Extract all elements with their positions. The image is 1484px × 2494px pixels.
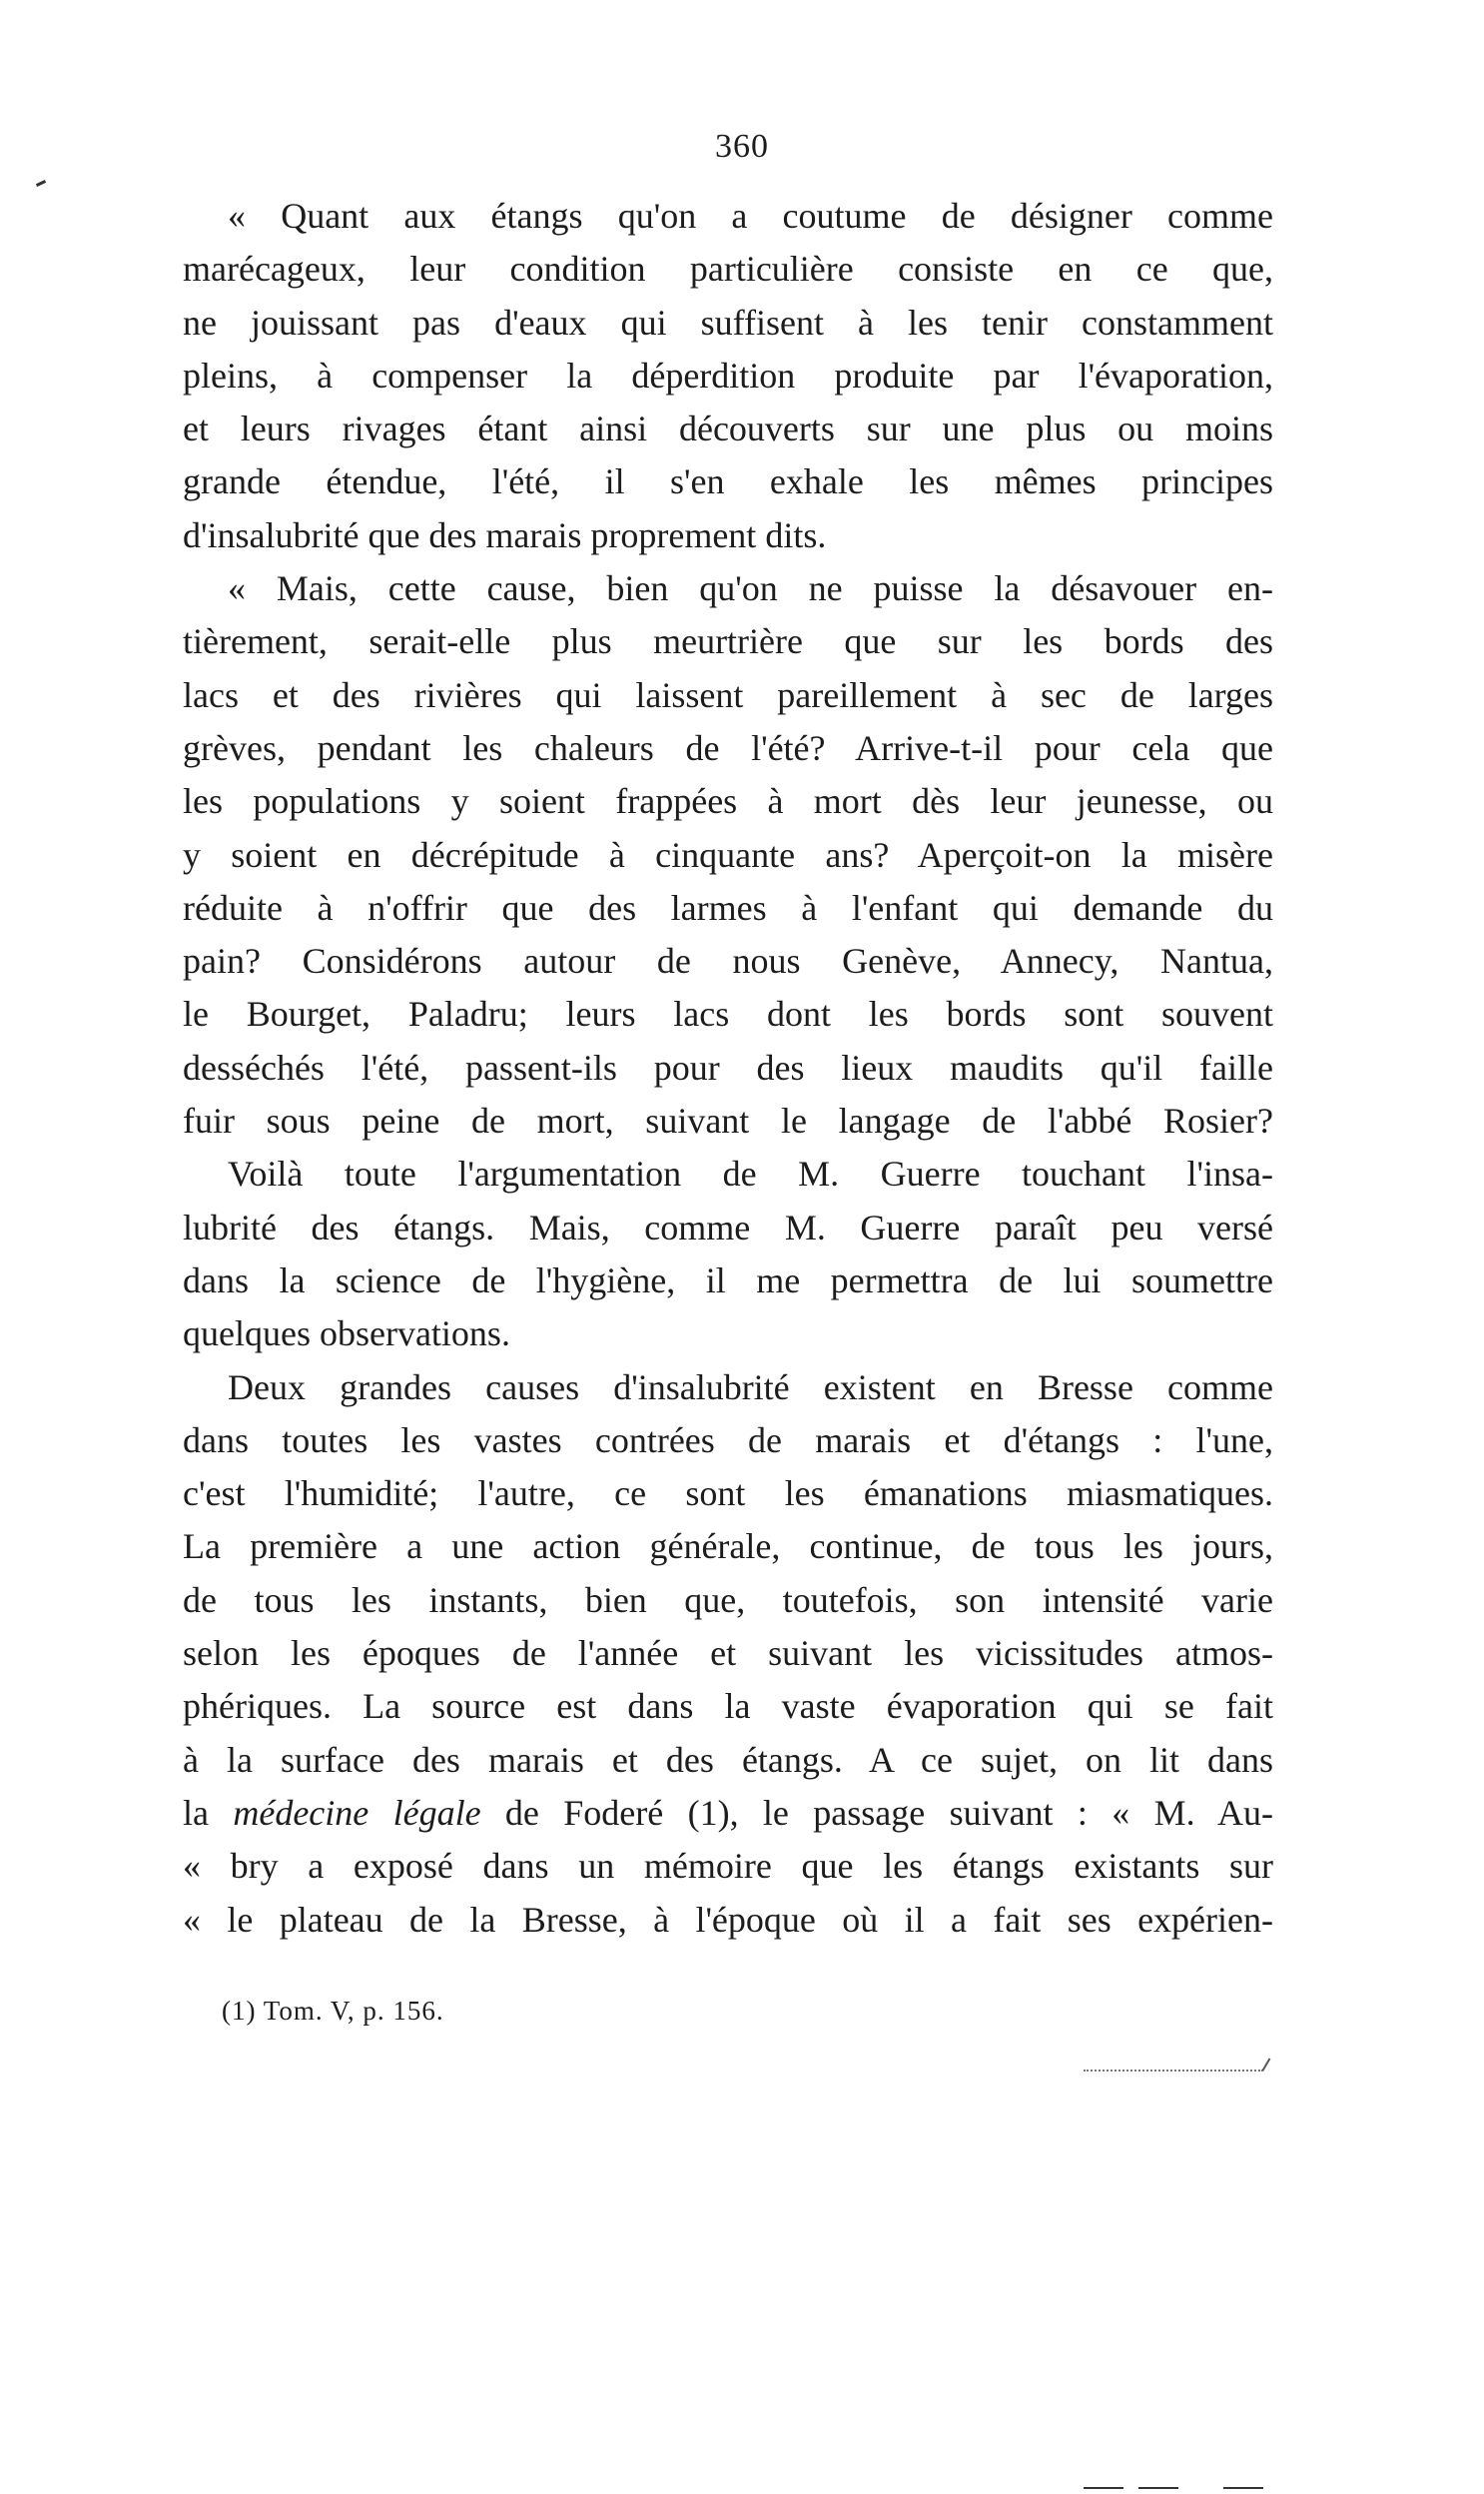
text-line: et leurs rivages étant ainsi découverts sur une plus ou moins: [183, 409, 1273, 449]
text-line: c'est l'humidité; l'autre, ce sont les émanations miasmatiques.: [183, 1473, 1273, 1514]
text-line: tièrement, serait-elle plus meurtrière que sur les bords des: [183, 621, 1273, 662]
line-text-after: de Foderé (1), le passage suivant : « M. Au-: [480, 1792, 1273, 1833]
text-line: Voilà toute l'argumentation de M. Guerre touchant l'insa-: [228, 1154, 1273, 1195]
text-line: « le plateau de la Bresse, à l'époque où il a fait ses expérien-: [183, 1899, 1273, 1940]
text-line: « Mais, cette cause, bien qu'on ne puisse la désavouer en-: [228, 568, 1273, 609]
text-line: d'insalubrité que des marais proprement dits.: [183, 514, 827, 555]
text-line: y soient en décrépitude à cinquante ans? Aperçoit-on la misère: [183, 834, 1273, 875]
text-line: à la surface des marais et des étangs. A ce sujet, on lit dans: [183, 1739, 1273, 1780]
text-line: les populations y soient frappées à mort dès leur jeunesse, ou: [183, 781, 1273, 822]
text-line: lacs et des rivières qui laissent pareillement à sec de larges: [183, 674, 1273, 715]
text-line: La première a une action générale, continue, de tous les jours,: [183, 1526, 1273, 1567]
text-line: selon les époques de l'année et suivant les vicissitudes atmos-: [183, 1633, 1273, 1674]
text-line: pleins, à compenser la déperdition produite par l'évaporation,: [183, 355, 1273, 396]
text-line: quelques observations.: [183, 1313, 510, 1354]
edge-rule: [1138, 2487, 1178, 2489]
text-line: marécageux, leur condition particulière consiste en ce que,: [183, 249, 1273, 290]
text-line: « bry a exposé dans un mémoire que les étangs existants sur: [183, 1846, 1273, 1887]
text-line: « Quant aux étangs qu'on a coutume de désigner comme: [228, 196, 1273, 236]
line-text-before: la: [183, 1792, 234, 1833]
text-line: phériques. La source est dans la vaste évaporation qui se fait: [183, 1686, 1273, 1727]
text-line: dans toutes les vastes contrées de marais et d'étangs : l'une,: [183, 1419, 1273, 1460]
text-line-with-citation: [183, 1787, 1273, 1840]
text-line: lubrité des étangs. Mais, comme M. Guerre paraît peu versé: [183, 1207, 1273, 1247]
text-line: réduite à n'offrir que des larmes à l'enfant qui demande du: [183, 887, 1273, 928]
italic-title: médecine légale: [233, 1792, 481, 1833]
edge-rule: [1084, 2487, 1123, 2489]
text-line: grande étendue, l'été, il s'en exhale les mêmes principes: [183, 461, 1273, 502]
text-line: grèves, pendant les chaleurs de l'été? Arrive-t-il pour cela que: [183, 727, 1273, 768]
margin-mark: [36, 180, 46, 187]
page-number: 360: [715, 128, 769, 165]
text-line: pain? Considérons autour de nous Genève, Annecy, Nantua,: [183, 941, 1273, 982]
edge-rule: [1223, 2487, 1263, 2489]
text-line: fuir sous peine de mort, suivant le langage de l'abbé Rosier?: [183, 1101, 1273, 1142]
text-line: ne jouissant pas d'eaux qui suffisent à les tenir constamment: [183, 302, 1273, 343]
text-line: Deux grandes causes d'insalubrité existent en Bresse comme: [228, 1366, 1273, 1407]
text-line: le Bourget, Paladru; leurs lacs dont les bords sont souvent: [183, 994, 1273, 1035]
body-text: [183, 190, 1273, 1947]
ink-mark: [1084, 2070, 1263, 2072]
text-line: de tous les instants, bien que, toutefois, son intensité varie: [183, 1579, 1273, 1620]
text-line: desséchés l'été, passent-ils pour des lieux maudits qu'il faille: [183, 1047, 1273, 1088]
text-line: dans la science de l'hygiène, il me permettra de lui soumettre: [183, 1259, 1273, 1300]
footnote: (1) Tom. V, p. 156.: [222, 1996, 444, 2026]
